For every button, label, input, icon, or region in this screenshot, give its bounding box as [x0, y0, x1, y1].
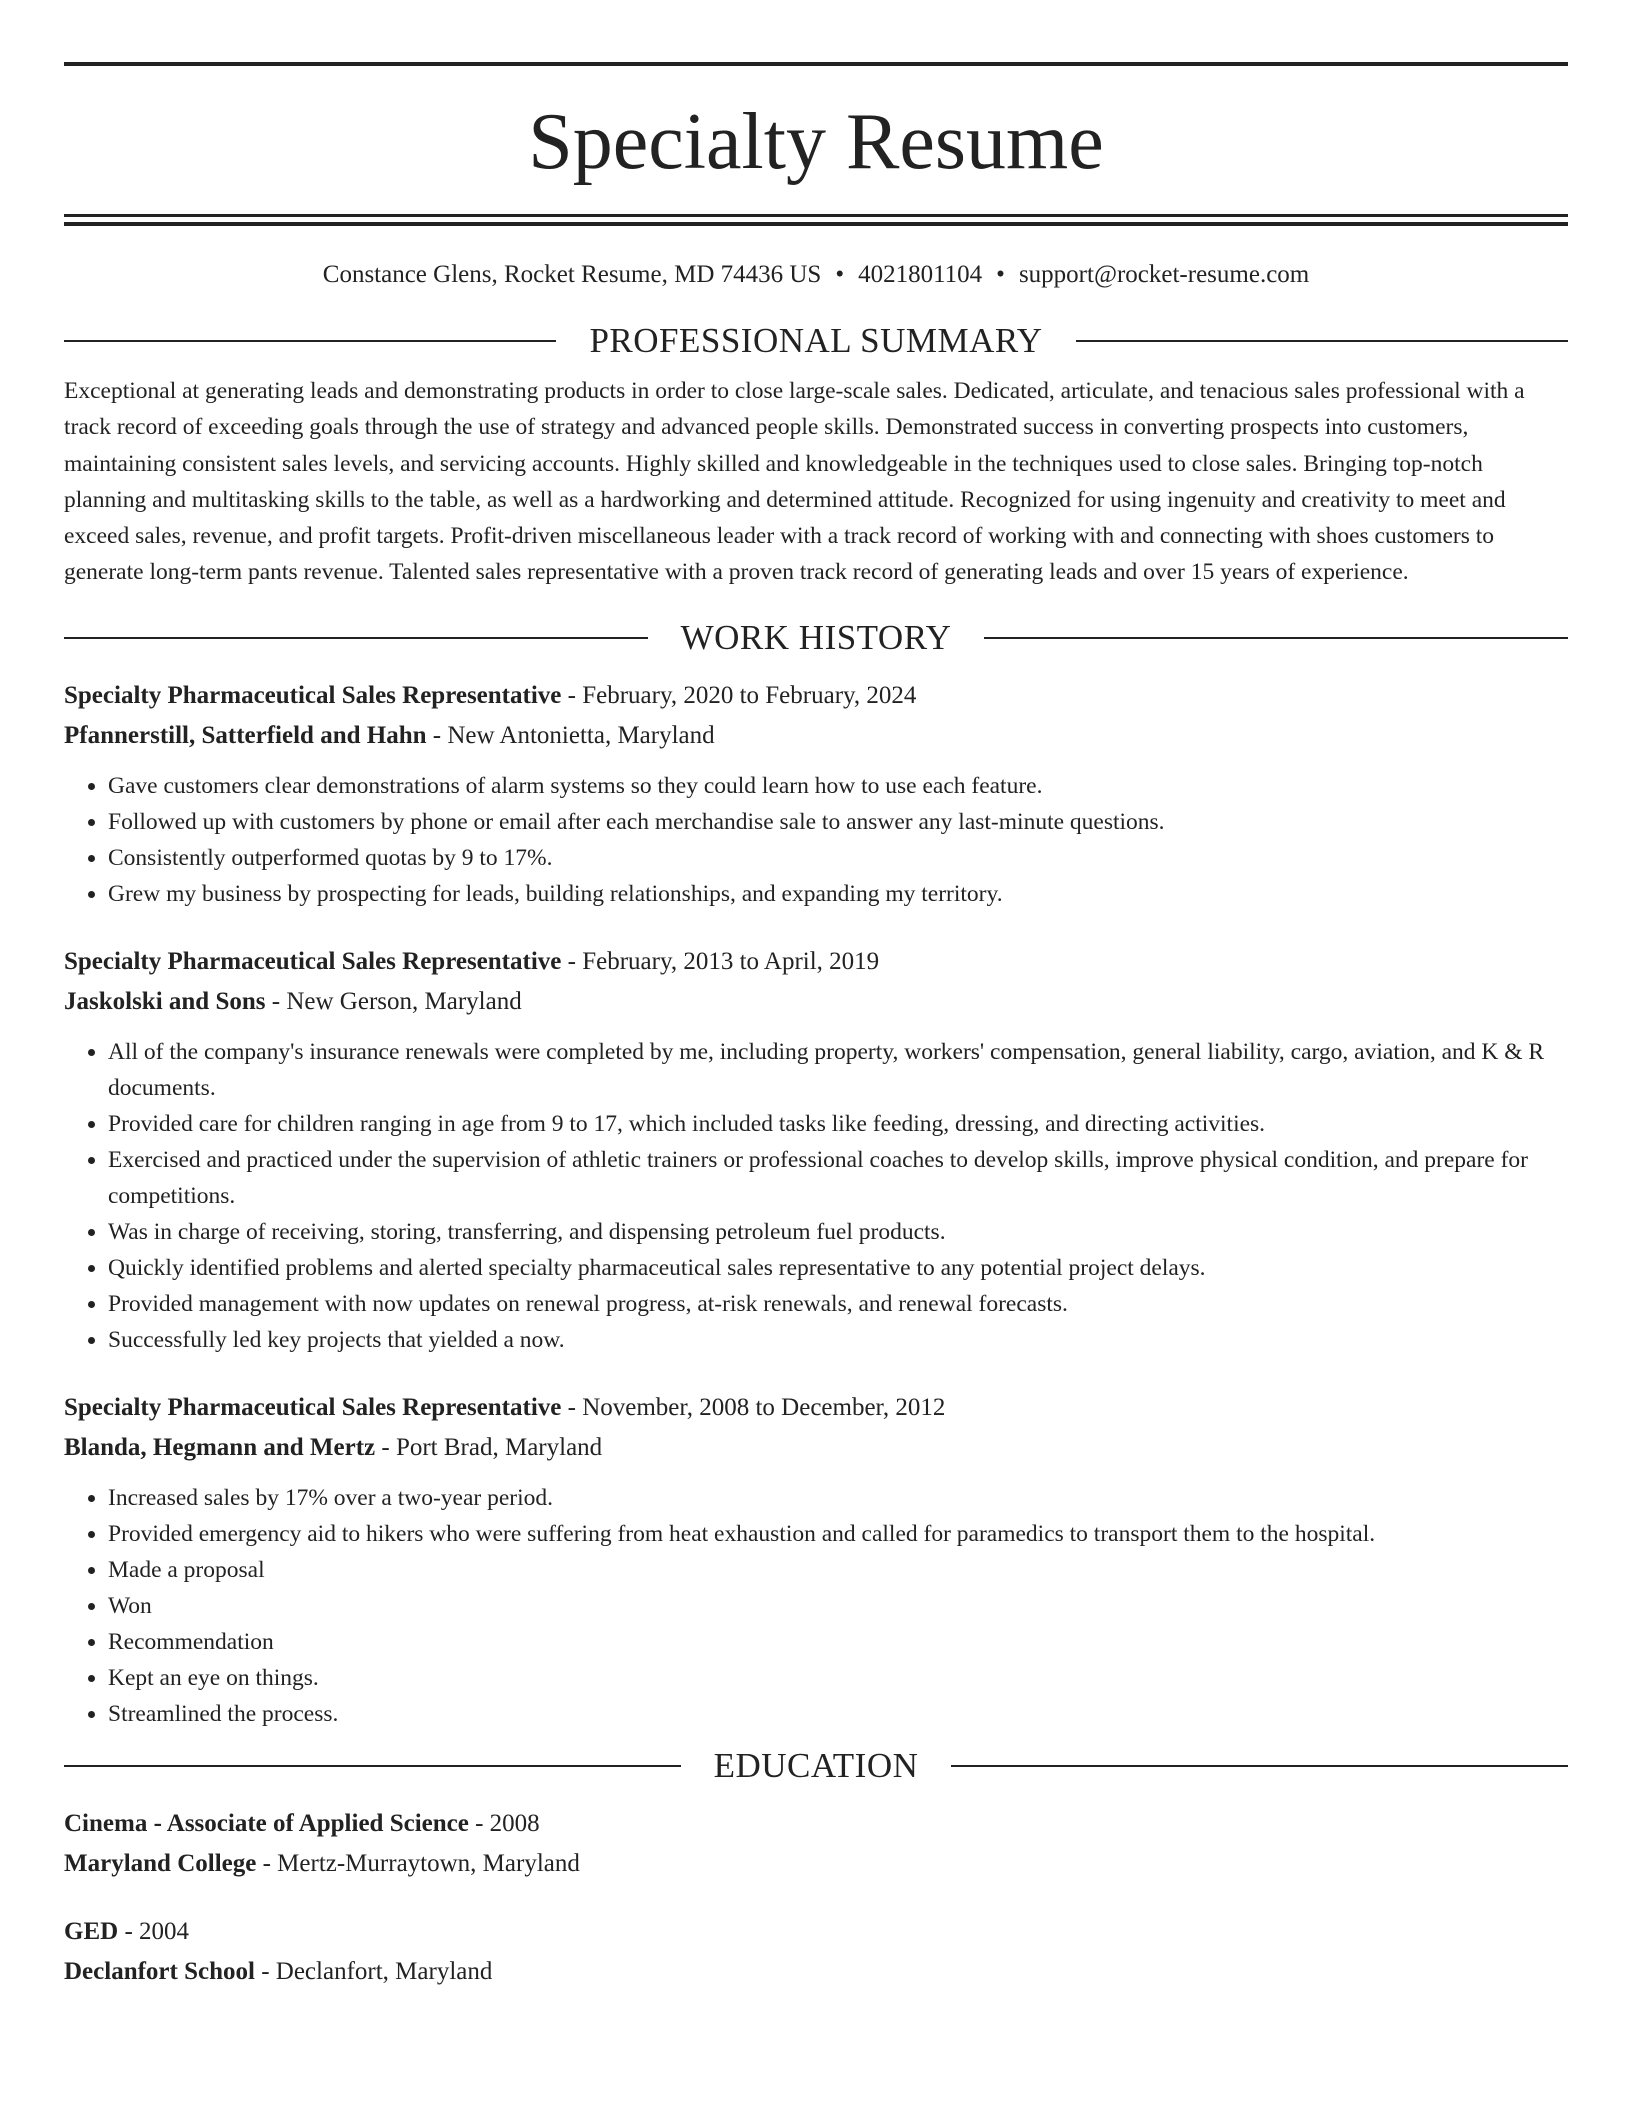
- summary-text: Exceptional at generating leads and demonstrating products in order to close large-scale sales. Dedicated, articulate, and tenacious sales professional with a track record of exceeding goals through the use of strategy and advanced people skills. Demonstrated success in converting prospects into customers, maintaining consistent sales levels, and servicing accounts. Highly skilled and knowledgeable in the techniques used to close sales. Bringing top-notch planning and multitasking skills to the table, as well as a hardworking and determined attitude. Recognized for using ingenuity and creativity to meet and exceed sales, revenue, and profit targets. Profit-driven miscellaneous leader with a track record of working with and connecting with shoes customers to generate long-term pants revenue. Talented sales representative with a proven track record of generating leads and over 15 years of experience.: [64, 378, 1525, 586]
- job-bullet: • Streamlined the process.: [108, 1696, 1568, 1732]
- summary-heading: [64, 321, 1568, 361]
- job-bullets: [64, 768, 1568, 912]
- job-bullet: • Consistently outperformed quotas by 9 to 17%.: [108, 840, 1568, 876]
- heading-rule: [64, 1765, 681, 1767]
- job-bullet: • Recommendation: [108, 1624, 1568, 1660]
- job-dates: - February, 2020 to February, 2024: [561, 681, 917, 709]
- job-bullet: • Won: [108, 1588, 1568, 1624]
- job-entry: [64, 676, 1568, 912]
- heading-rule: [984, 637, 1568, 639]
- education-location: - Declanfort, Maryland: [254, 1957, 493, 1985]
- job-bullet: • Provided management with now updates on renewal progress, at-risk renewals, and renewal forecasts.: [108, 1286, 1568, 1322]
- job-title: Specialty Pharmaceutical Sales Representative: [64, 1393, 562, 1421]
- contact-address: Constance Glens, Rocket Resume, MD 74436 US: [322, 261, 822, 288]
- work-history-heading-label: WORK HISTORY: [680, 617, 952, 657]
- contact-email: support@rocket-resume.com: [1018, 261, 1310, 288]
- heading-rule: [951, 1765, 1568, 1767]
- job-bullets: [64, 1480, 1568, 1732]
- education-location: - Mertz-Murraytown, Maryland: [256, 1849, 580, 1877]
- job-bullet: • Grew my business by prospecting for leads, building relationships, and expanding my territory.: [108, 876, 1568, 912]
- education-year: - 2004: [118, 1917, 190, 1945]
- job-title-line: [64, 1388, 1568, 1428]
- job-location: - New Gerson, Maryland: [265, 987, 522, 1015]
- summary-heading-label: PROFESSIONAL SUMMARY: [589, 321, 1043, 360]
- education-school-line: [64, 1844, 1568, 1884]
- education-heading: [64, 1746, 1568, 1786]
- job-location: - Port Brad, Maryland: [375, 1433, 603, 1461]
- education-heading-label: EDUCATION: [713, 1745, 919, 1785]
- education-school: Maryland College: [64, 1849, 257, 1877]
- job-company-line: [64, 982, 1568, 1022]
- education-year: - 2008: [468, 1809, 540, 1837]
- contact-separator: •: [996, 261, 1005, 288]
- job-bullet: • Increased sales by 17% over a two-year period.: [108, 1480, 1568, 1516]
- job-company: Pfannerstill, Satterfield and Hahn: [64, 721, 427, 749]
- job-location: - New Antonietta, Maryland: [426, 721, 715, 749]
- job-bullet: • Gave customers clear demonstrations of alarm systems so they could learn how to use each feature.: [108, 768, 1568, 804]
- education-degree-line: [64, 1804, 1568, 1844]
- education-degree-line: [64, 1912, 1568, 1952]
- job-company: Jaskolski and Sons: [64, 987, 266, 1015]
- education-list: [64, 1804, 1568, 1992]
- job-bullet: • Successfully led key projects that yielded a now.: [108, 1322, 1568, 1358]
- job-entry: [64, 1388, 1568, 1732]
- contact-separator: •: [835, 261, 845, 288]
- contact-line: [64, 260, 1568, 290]
- job-bullet: • Followed up with customers by phone or email after each merchandise sale to answer any last-minute questions.: [108, 804, 1568, 840]
- job-bullets: [64, 1034, 1568, 1358]
- job-company-line: [64, 1428, 1568, 1468]
- job-bullet: • Was in charge of receiving, storing, transferring, and dispensing petroleum fuel products.: [108, 1214, 1568, 1250]
- heading-rule: [1076, 340, 1568, 342]
- job-title: Specialty Pharmaceutical Sales Representative: [64, 947, 562, 975]
- job-bullet: • Kept an eye on things.: [108, 1660, 1568, 1696]
- heading-rule: [64, 340, 556, 342]
- header-top-rule: [64, 62, 1568, 66]
- job-title-line: [64, 942, 1568, 982]
- work-history-heading: [64, 618, 1568, 658]
- job-bullet: • Provided emergency aid to hikers who were suffering from heat exhaustion and called for paramedics to transport them to the hospital.: [108, 1516, 1568, 1552]
- resume-title: Specialty Resume: [528, 98, 1104, 186]
- job-bullet: • Exercised and practiced under the supervision of athletic trainers or professional coaches to develop skills, improve physical condition, and prepare for competitions.: [108, 1142, 1568, 1214]
- heading-rule: [64, 637, 648, 639]
- job-title-line: [64, 676, 1568, 716]
- header-double-rule: [64, 214, 1568, 226]
- education-degree: Cinema - Associate of Applied Science: [64, 1809, 469, 1837]
- job-entry: [64, 942, 1568, 1358]
- job-dates: - February, 2013 to April, 2019: [561, 947, 880, 975]
- education-entry: [64, 1804, 1568, 1884]
- education-school: Declanfort School: [64, 1957, 255, 1985]
- job-company-line: [64, 716, 1568, 756]
- education-school-line: [64, 1952, 1568, 1992]
- job-title: Specialty Pharmaceutical Sales Representative: [64, 681, 562, 709]
- contact-phone: 4021801104: [858, 261, 983, 288]
- job-bullet: • All of the company's insurance renewals were completed by me, including property, workers' compensation, general liability, cargo, aviation, and K & R documents.: [108, 1034, 1568, 1106]
- job-dates: - November, 2008 to December, 2012: [561, 1393, 946, 1421]
- job-bullet: • Provided care for children ranging in age from 9 to 17, which included tasks like feeding, dressing, and directing activities.: [108, 1106, 1568, 1142]
- work-history-list: [64, 676, 1568, 1732]
- job-company: Blanda, Hegmann and Mertz: [64, 1433, 376, 1461]
- education-entry: [64, 1912, 1568, 1992]
- job-bullet: • Quickly identified problems and alerted specialty pharmaceutical sales representative to any potential project delays.: [108, 1250, 1568, 1286]
- job-bullet: • Made a proposal: [108, 1552, 1568, 1588]
- education-degree: GED: [64, 1917, 119, 1945]
